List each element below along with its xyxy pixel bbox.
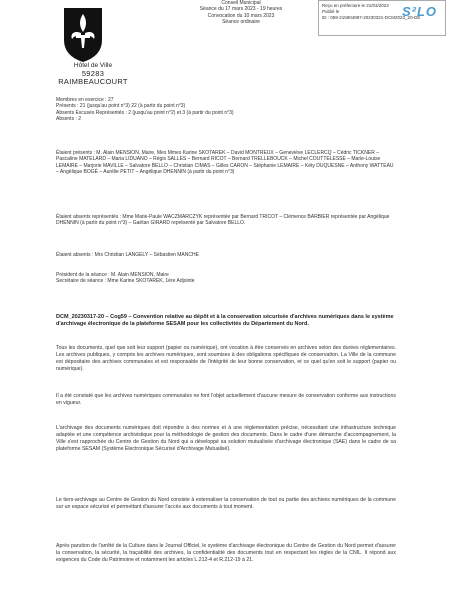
city-coat-of-arms-logo: [62, 6, 104, 64]
president-line: Président de la séance : M. Alain MENSION, Maire: [56, 272, 169, 278]
represented-text: Étaient absents représentés : Mme Marie-Paule WACZMARCZYK représentée par Bernard TRICOT – Clémence BARBIER représentée par Angélique DHENNIN (à partir du point n°3) – Gaëtan GIRARD représenté par Salvatore BELLO.: [56, 214, 390, 227]
attendance-line: Membres en exercice : 27: [56, 97, 114, 103]
attendance-line: Présents : 21 (jusqu'au point n°3) 22 (à partir du point n°3): [56, 103, 186, 110]
attendance-counts: [56, 97, 396, 122]
session-line: Séance du 17 mars 2023 - 19 heures: [199, 6, 283, 13]
session-officers: [56, 272, 396, 285]
absent-members: [56, 252, 396, 258]
paragraph: Il a été constaté que les archives numériques communales ne font l'objet actuellement d'aucune mesure de conservation conforme aux instructions en vigueur.: [56, 393, 396, 407]
paragraph: Le tiers-archivage au Centre de Gestion du Nord consiste à externaliser la conservation de tout ou partie des archives numériques de la commune sur un espace sécurisé et permettant d'assurer l'accès aux documents à tout moment.: [56, 497, 396, 511]
represented-members: [56, 214, 396, 227]
mairie-city: 59283 RAIMBEAUCOURT: [58, 69, 128, 86]
session-line: Conseil Municipal: [221, 0, 261, 6]
stamp-line: ID : 059-215904897-20230321-DCM2023_20-DE: [322, 15, 421, 20]
s2lo-logo: S²LO: [401, 4, 437, 19]
stamp-line: Reçu en préfecture le 21/03/2023: [322, 3, 389, 8]
prefecture-stamp: [318, 0, 446, 36]
session-line: Convocation du 10 mars 2023: [207, 12, 275, 19]
paragraph: L'archivage des documents numériques doit répondre à des normes et à une réglementation précise, nécessitant une infrastructure technique adaptée et une compétence archivistique pour la méthodologie de gestion des documents. Dans le cadre d'une démarche d'accompagnement, la Ville s'est rapprochée du Centre de Gestion du Nord qui a développé sa solution mutualisée d'archivage électronique (SAE) dans le cadre de sa plateforme SESAM (Système Électronique Sécurisé d'Archivage Mutualisé).: [56, 425, 396, 453]
paragraph: Tous les documents, quel que soit leur support (papier ou numérique), ont vocation à être conservés en archives selon des durées réglementaires. Les archives publiques, y compris les archives numériques, sont soumises à des obligations spécifiques de conservation. La Ville de la commune est dépositaire des archives communales et est responsable de l'intégrité de leur bonne conservation, et ce quel qu'en soit le support (papier ou numérique).: [56, 345, 396, 373]
absent-text: Étaient absents : Mrs Christian LANGELY – Sébastien MANCHE: [56, 252, 199, 258]
deliberation-title: DCM_20230317-20 – Cog59 – Convention relative au dépôt et à la conservation sécurisée d'archives numériques dans le système d'archivage électronique de la plateforme SESAM pour les collectivités du Département du Nord.: [56, 314, 394, 327]
mairie-address: [48, 62, 138, 86]
present-text: Étaient présents : M. Alain MENSION, Maire, Mes Mmes Karine SKOTAREK – David MONTREUX – Geneviève LECLERCQ – Cédric TICKNER – Pascaline MATELARD – Maria LIDUANO – Régis SALLES – Bernard RICOT – Bernard TRELLEBOUCK – Michel COUTTELESSE – Marie-Louise LEMAIRE – Marjorie MAVILLE – Salvatore BELLO – Christian CIMAS – Gilles CARON – Stéphanie LEMAIRE – Kéty DUQUESNE – Anthony WATTEAU – Angélique BOGÉ – Aurélie PETIT – Angélique DHENNIN (à partir du point n°3): [56, 150, 394, 175]
session-info: [186, 0, 296, 26]
secretary-line: Secrétaire de séance : Mme Karine SKOTAREK, 1ère Adjointe: [56, 278, 195, 285]
stamp-line: Publié le: [322, 9, 340, 14]
session-line: Séance ordinaire: [222, 19, 260, 26]
attendance-line: Absents : 2: [56, 115, 82, 122]
attendance-line: Absents Excusés Représentés : 2 (jusqu'au point n°2) et 3 (à partir du point n°3): [56, 109, 234, 116]
paragraph: Après parution de l'arrêté de la Culture dans le Journal Officiel, le système d'archivage électronique du Centre de Gestion du Nord permet d'assurer la conservation, la sécurité, la traçabilité des archives, la confidentialité des documents tout en respectant les règles de la CNIL. Il répond aux exigences du Code du Patrimoine et notamment les articles L.212-4 et R.212-19 à 21.: [56, 543, 396, 564]
mairie-label: Hôtel de Ville: [73, 62, 113, 69]
present-members: [56, 150, 396, 175]
